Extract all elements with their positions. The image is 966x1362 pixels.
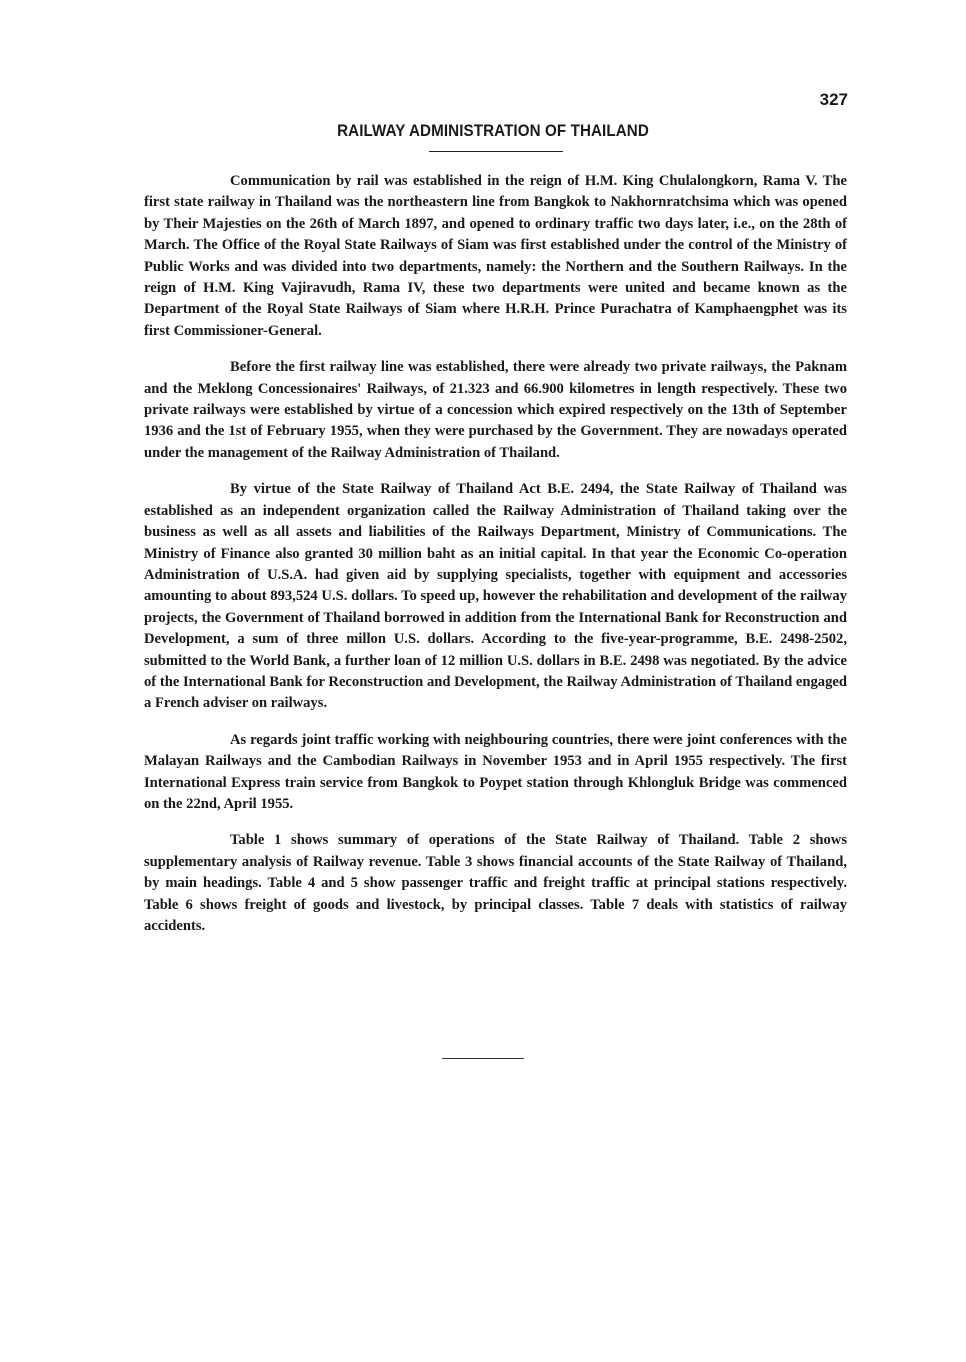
- title-underline: [429, 151, 563, 152]
- paragraph-joint-traffic: As regards joint traffic working with neighbouring countries, there were joint conferences with the Malayan Railways and the Cambodian Railways in November 1953 and in April 1955 respectively. The first International Express train service from Bangkok to Poypet station through Khlongluk Bridge was commenced on the 22nd, April 1955.: [144, 731, 847, 812]
- paragraph-tables-summary: Table 1 shows summary of operations of the State Railway of Thailand. Table 2 shows supplementary analysis of Railway revenue. Table 3 shows financial accounts of the State Railway of Thailand, by main headings. Table 4 and 5 show passenger traffic and freight traffic at principal stations respectively. Table 6 shows freight of goods and livestock, by principal classes. Table 7 deals with statistics of railway accidents.: [144, 832, 847, 934]
- page-number: 327: [819, 90, 848, 109]
- paragraph-history: Communication by rail was established in the reign of H.M. King Chulalongkorn, Rama V. The first state railway in Thailand was the northeastern line from Bangkok to Nakhornratchsima which was opened by Their Majesties on the 26th of March 1897, and opened to ordinary traffic two days later, i.e., on the 28th of March. The Office of the Royal State Railways of Siam was first established under the control of the Ministry of Public Works and was divided into two departments, namely: the Northern and the Southern Railways. In the reign of H.M. King Vajiravudh, Rama IV, these two departments were united and became known as the Department of the Royal State Railways of Siam where H.R.H. Prince Purachatra of Kamphaengphet was its first Commissioner-General.: [144, 173, 847, 339]
- end-rule: [442, 1058, 524, 1059]
- body-text: [144, 171, 847, 952]
- paragraph-state-railway-act: By virtue of the State Railway of Thailand Act B.E. 2494, the State Railway of Thailand was established as an independent organization called the Railway Administration of Thailand taking over the business as well as all assets and liabilities of the Railways Department, Ministry of Communications. The Ministry of Finance also granted 30 million baht as an initial capital. In that year the Economic Co-operation Administration of U.S.A. had given aid by supplying specialists, together with equipment and accessories amounting to about 893,524 U.S. dollars. To speed up, however the rehabilitation and development of the railway projects, the Government of Thailand borrowed in addition from the International Bank for Reconstruction and Development, a sum of three millon U.S. dollars. According to the five-year-programme, B.E. 2498-2502, submitted to the World Bank, a further loan of 12 million U.S. dollars in B.E. 2498 was negotiated. By the advice of the International Bank for Reconstruction and Development, the Railway Administration of Thailand engaged a French adviser on railways.: [144, 481, 847, 712]
- paragraph-private-railways: Before the first railway line was established, there were already two private railways, the Paknam and the Meklong Concessionaires' Railways, of 21.323 and 66.900 kilometres in length respectively. These two private railways were established by virtue of a concession which expired respectively on the 13th of September 1936 and the 1st of February 1955, when they were purchased by the Government. They are nowadays operated under the management of the Railway Administration of Thailand.: [144, 359, 847, 461]
- page-title: RAILWAY ADMINISTRATION OF THAILAND: [337, 122, 649, 140]
